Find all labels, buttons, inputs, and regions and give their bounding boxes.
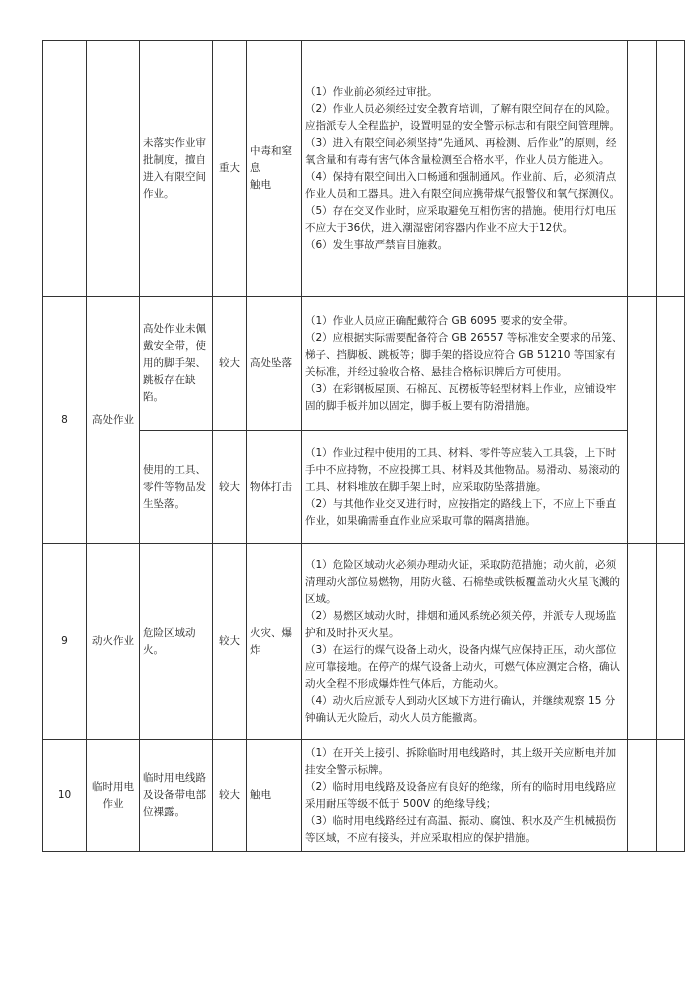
measure-item: （1）在开关上接引、拆除临时用电线路时，其上级开关应断电并加挂安全警示标牌。: [305, 746, 617, 776]
row-number: 8: [43, 297, 87, 544]
blank-cell: [628, 41, 657, 297]
table-row: [43, 544, 685, 740]
work-type: 高处作业: [87, 297, 140, 544]
work-type: 临时用电作业: [87, 740, 140, 852]
risk-level: 较大: [213, 740, 247, 852]
measure-item: （1）作业过程中使用的工具、材料、零件等应装入工具袋，上下时手中不应持物，不应投掷工具、材料及其他物品。易滑动、易滚动的工具、材料堆放在脚手架上时，应采取防坠落措施。: [305, 446, 620, 493]
measure-item: （2）作业人员必须经过安全教育培训，了解有限空间存在的风险。应指派专人全程监护，设置明显的安全警示标志和有限空间管理牌。: [305, 102, 620, 132]
accident-type: 高处坠落: [247, 297, 302, 431]
control-measures: [302, 544, 628, 740]
blank-cell: [657, 544, 685, 740]
blank-cell: [628, 297, 657, 544]
table-row: [43, 41, 685, 297]
measure-item: （3）在运行的煤气设备上动火，设备内煤气应保持正压，动火部位应可靠接地。在停产的煤气设备上动火，可燃气体应测定合格，确认动火全程不形成爆炸性气体后，方能动火。: [305, 643, 620, 690]
row-number: 9: [43, 544, 87, 740]
control-measures: [302, 297, 628, 431]
table-row: [43, 431, 685, 544]
measure-item: （3）进入有限空间必须坚持“先通风、再检测、后作业”的原则，经氧含量和有毒有害气体含量检测至合格水平，作业人员方能进入。: [305, 136, 617, 166]
control-measures: [302, 41, 628, 297]
blank-cell: [657, 41, 685, 297]
control-measures: [302, 431, 628, 544]
control-measures: [302, 740, 628, 852]
measure-item: （2）临时用电线路及设备应有良好的绝缘，所有的临时用电线路应采用耐压等级不低于 500V 的绝缘导线；: [305, 780, 617, 810]
hazard-description: 危险区域动火。: [140, 544, 213, 740]
hazard-description: 临时用电线路及设备带电部位裸露。: [140, 740, 213, 852]
accident-type: 物体打击: [247, 431, 302, 544]
row-number: 10: [43, 740, 87, 852]
work-type: [87, 41, 140, 297]
measure-item: （4）保持有限空间出入口畅通和强制通风。作业前、后，必须清点作业人员和工器具。进入有限空间应携带煤气报警仪和氧气探测仪。: [305, 170, 620, 200]
blank-cell: [657, 297, 685, 544]
measure-item: （3）临时用电线路经过有高温、振动、腐蚀、积水及产生机械损伤等区域，不应有接头，并应采取相应的保护措施。: [305, 814, 617, 844]
measure-item: （2）与其他作业交叉进行时，应按指定的路线上下，不应上下垂直作业，如果确需垂直作业应采取可靠的隔离措施。: [305, 497, 617, 527]
measure-item: （6）发生事故严禁盲目施救。: [305, 238, 449, 251]
measure-item: （1）作业前必须经过审批。: [305, 85, 438, 98]
accident-type: 火灾、爆炸: [247, 544, 302, 740]
table-row: [43, 740, 685, 852]
measure-item: （2）易燃区域动火时，排烟和通风系统必须关停，并派专人现场监护和及时扑灭火星。: [305, 609, 617, 639]
work-type: 动火作业: [87, 544, 140, 740]
risk-level: 较大: [213, 431, 247, 544]
hazard-description: 使用的工具、零件等物品发生坠落。: [140, 431, 213, 544]
risk-level: 较大: [213, 544, 247, 740]
measure-item: （2）应根据实际需要配备符合 GB 26557 等标准安全要求的吊笼、梯子、挡脚板、跳板等；脚手架的搭设应符合 GB 51210 等国家有关标准，并经过验收合格、悬挂合格标识牌后方可使用。: [305, 331, 623, 378]
table-row: [43, 297, 685, 431]
row-number: [43, 41, 87, 297]
blank-cell: [628, 740, 657, 852]
risk-table: [42, 40, 685, 852]
risk-level: 重大: [213, 41, 247, 297]
measure-item: （4）动火后应派专人到动火区域下方进行确认，并继续观察 15 分钟确认无火险后，动火人员方能撤离。: [305, 694, 616, 724]
measure-item: （1）作业人员应正确配戴符合 GB 6095 要求的安全带。: [305, 314, 574, 327]
blank-cell: [628, 544, 657, 740]
measure-item: （1）危险区域动火必须办理动火证，采取防范措施；动火前，必须清理动火部位易燃物，用防火毯、石棉垫或铁板覆盖动火火星飞溅的区域。: [305, 558, 620, 605]
hazard-description: 未落实作业审批制度，擅自进入有限空间作业。: [140, 41, 213, 297]
accident-type: 中毒和窒息 触电: [247, 41, 302, 297]
risk-level: 较大: [213, 297, 247, 431]
accident-type: 触电: [247, 740, 302, 852]
measure-item: （3）在彩钢板屋顶、石棉瓦、瓦楞板等轻型材料上作业，应铺设牢固的脚手板并加以固定，脚手板上要有防滑措施。: [305, 382, 617, 412]
blank-cell: [657, 740, 685, 852]
hazard-description: 高处作业未佩戴安全带，使用的脚手架、跳板存在缺陷。: [140, 297, 213, 431]
measure-item: （5）存在交叉作业时，应采取避免互相伤害的措施。使用行灯电压不应大于36伏，进入潮湿密闭容器内作业不应大于12伏。: [305, 204, 617, 234]
